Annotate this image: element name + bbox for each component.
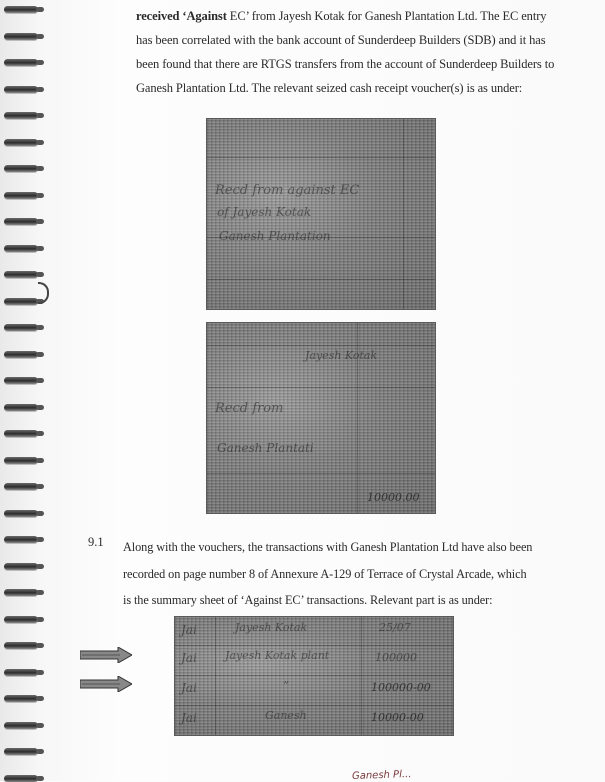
- binding-coil: [4, 245, 38, 252]
- summary-cell: Jai: [181, 651, 197, 665]
- summary-cell: Jai: [181, 623, 197, 637]
- binding-coil: [4, 324, 38, 331]
- voucher-handwriting: Ganesh Plantati: [217, 441, 314, 455]
- binding-coil: [4, 616, 38, 623]
- binding-coil: [4, 271, 38, 278]
- voucher-image-1: [206, 118, 436, 310]
- binding-coil: [4, 351, 38, 358]
- summary-cell: 25/07: [379, 621, 411, 634]
- binding-coil: [4, 112, 38, 119]
- binding-coil: [4, 298, 38, 305]
- arrow-right-icon: [80, 647, 132, 663]
- binding-coil: [4, 642, 38, 649]
- binding-coil: [4, 748, 38, 755]
- binding-coil: [4, 430, 38, 437]
- paragraph-top: [136, 4, 554, 100]
- voucher-image-2: [206, 322, 436, 514]
- paragraph-line: [136, 28, 554, 52]
- binding-coil: [4, 86, 38, 93]
- voucher-handwriting: Jayesh Kotak: [305, 349, 378, 362]
- binding-coil: [4, 139, 38, 146]
- summary-cell: 10000-00: [371, 711, 424, 724]
- voucher-handwriting: Ganesh Plantation: [219, 229, 331, 243]
- summary-cell: 100000: [375, 651, 417, 664]
- binding-coil: [4, 33, 38, 40]
- line-text: EC’ from Jayesh Kotak for Ganesh Plantation Ltd. The EC entry: [226, 9, 547, 23]
- line-text: been found that there are RTGS transfers from the account of Sunderdeep Builders to: [136, 57, 555, 71]
- summary-sheet-image: [174, 616, 454, 736]
- binding-coil: [4, 563, 38, 570]
- summary-cell: Jayesh Kotak plant: [225, 649, 330, 662]
- summary-cell: Jayesh Kotak: [235, 621, 308, 634]
- summary-cell: Jai: [181, 711, 197, 725]
- binding-coil: [4, 510, 38, 517]
- paragraph-line: Along with the vouchers, the transactions with Ganesh Plantation Ltd have also been: [123, 540, 533, 554]
- voucher-handwriting: Recd from against EC: [215, 183, 360, 198]
- paragraph-line: recorded on page number 8 of Annexure A-129 of Terrace of Crystal Arcade, which: [123, 566, 527, 581]
- paragraph-line: [136, 76, 554, 100]
- section-paragraph: [123, 534, 532, 614]
- binding-coil: [4, 404, 38, 411]
- paragraph-line: is the summary sheet of ‘Against EC’ transactions. Relevant part is as under:: [123, 593, 493, 607]
- summary-cell: Ganesh: [265, 709, 307, 722]
- voucher-amount: 10000.00: [367, 491, 420, 504]
- binding-coil: [4, 536, 38, 543]
- summary-cell: ”: [283, 679, 290, 693]
- spiral-binding: [0, 0, 48, 781]
- binding-coil: [4, 695, 38, 702]
- binding-coil: [4, 589, 38, 596]
- section-number: 9.1: [88, 535, 104, 549]
- footer-handwritten-mark: Ganesh Pl...: [351, 768, 412, 782]
- binding-coil: [4, 722, 38, 729]
- binding-coil: [4, 377, 38, 384]
- voucher-handwriting: Recd from: [215, 401, 284, 416]
- binding-coil: [4, 457, 38, 464]
- paragraph-line: [136, 4, 554, 28]
- arrow-right-icon: [80, 676, 132, 692]
- binding-coil: [4, 192, 38, 199]
- summary-cell: 100000-00: [371, 681, 431, 694]
- binding-coil: [4, 483, 38, 490]
- binding-coil: [4, 218, 38, 225]
- voucher-handwriting: of Jayesh Kotak: [217, 205, 312, 219]
- line-text: has been correlated with the bank account of Sunderdeep Builders (SDB) and it has: [136, 33, 546, 47]
- paragraph-line: [136, 52, 554, 76]
- bold-phrase: received ‘Against: [136, 9, 227, 23]
- binding-coil: [4, 6, 38, 13]
- binding-coil: [4, 165, 38, 172]
- summary-cell: Jai: [181, 681, 197, 695]
- binding-coil: [4, 669, 38, 676]
- binding-coil: [4, 59, 38, 66]
- line-text: Ganesh Plantation Ltd. The relevant seized cash receipt voucher(s) is as under:: [136, 81, 523, 95]
